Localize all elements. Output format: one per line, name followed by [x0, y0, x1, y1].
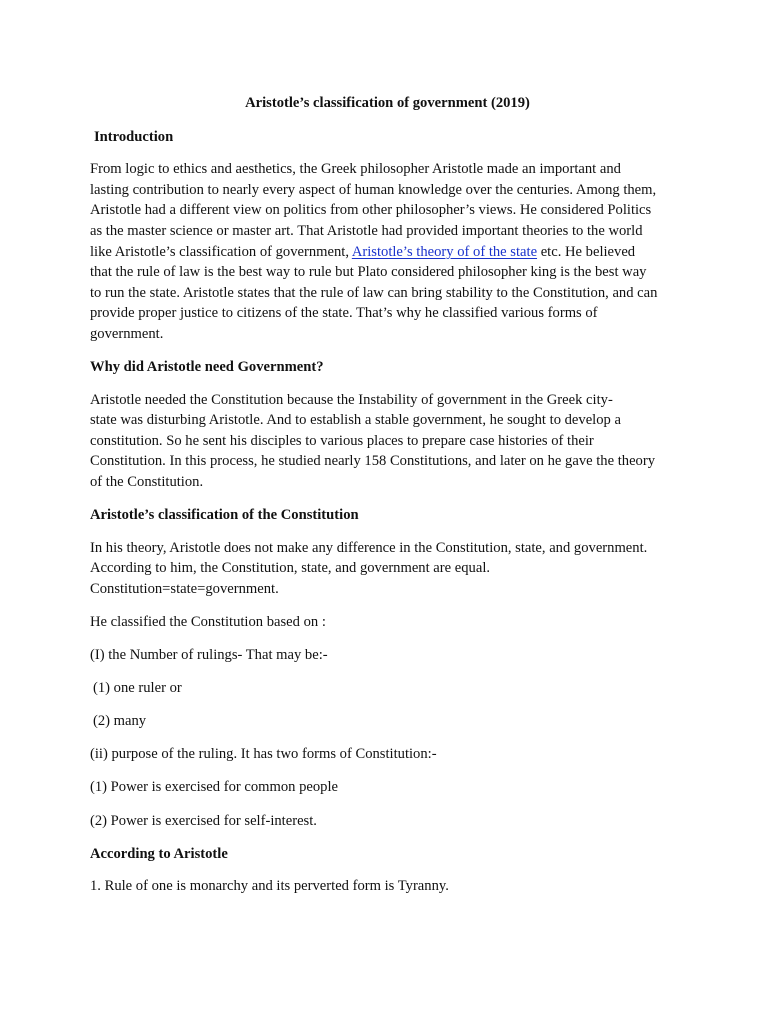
paragraph-line: as the master science or master art. That Aristotle had provided important theories to the world	[90, 222, 643, 239]
paragraph-line: provide proper justice to citizens of the state. That’s why he classified various forms of	[90, 305, 598, 322]
list-item: (I) the Number of rulings- That may be:-	[90, 647, 328, 664]
why-government-paragraph	[90, 390, 685, 493]
paragraph-line: of the Constitution.	[90, 474, 204, 490]
theory-of-state-link[interactable]: Aristotle’s theory of of the state	[351, 243, 538, 260]
list-item: (2) many	[93, 713, 147, 730]
paragraph-line: state was disturbing Aristotle. And to establish a stable government, he sought to develop a	[90, 412, 621, 429]
introduction-paragraph	[90, 159, 685, 344]
list-item: 1. Rule of one is monarchy and its perverted form is Tyranny.	[90, 878, 449, 895]
line-text-before-link: like Aristotle’s classification of government,	[90, 243, 352, 260]
paragraph-line: Constitution. In this process, he studied nearly 158 Constitutions, and later on he gave the theory	[90, 453, 656, 470]
paragraph-line: From logic to ethics and aesthetics, the Greek philosopher Aristotle made an important and	[90, 161, 621, 178]
why-government-heading: Why did Aristotle need Government?	[90, 359, 324, 376]
paragraph-line: lasting contribution to nearly every aspect of human knowledge over the centuries. Among them,	[90, 181, 657, 198]
line-text-after-link: etc. He believed	[537, 243, 636, 260]
paragraph-line: that the rule of law is the best way to rule but Plato considered philosopher king is the best way	[90, 264, 647, 281]
paragraph-line: In his theory, Aristotle does not make any difference in the Constitution, state, and government.	[90, 539, 648, 556]
paragraph-line: government.	[90, 325, 164, 342]
document-title: Aristotle’s classification of government (2019)	[245, 95, 530, 111]
list-item: (2) Power is exercised for self-interest.	[90, 812, 317, 829]
paragraph-line: Constitution=state=government.	[90, 580, 279, 597]
list-item: (1) one ruler or	[93, 680, 182, 697]
list-item: (ii) purpose of the ruling. It has two forms of Constitution:-	[90, 746, 437, 763]
list-item: (1) Power is exercised for common people	[90, 779, 339, 796]
classification-heading: Aristotle’s classification of the Constitution	[90, 507, 359, 524]
classified-based-on-line: He classified the Constitution based on :	[90, 613, 326, 630]
paragraph-line: According to him, the Constitution, state, and government are equal.	[90, 560, 491, 577]
paragraph-line-with-link	[90, 242, 685, 263]
according-to-aristotle-heading: According to Aristotle	[90, 845, 228, 862]
introduction-heading: Introduction	[94, 128, 174, 145]
paragraph-line: constitution. So he sent his disciples to various places to prepare case histories of their	[90, 432, 594, 449]
paragraph-line: Aristotle needed the Constitution because the Instability of government in the Greek city-	[90, 391, 613, 408]
classification-paragraph	[90, 538, 685, 600]
document-body	[90, 93, 685, 909]
paragraph-line: Aristotle had a different view on politics from other philosopher’s views. He considered Politics	[90, 202, 652, 219]
paragraph-line: to run the state. Aristotle states that the rule of law can bring stability to the Constitution, and can	[90, 284, 658, 301]
